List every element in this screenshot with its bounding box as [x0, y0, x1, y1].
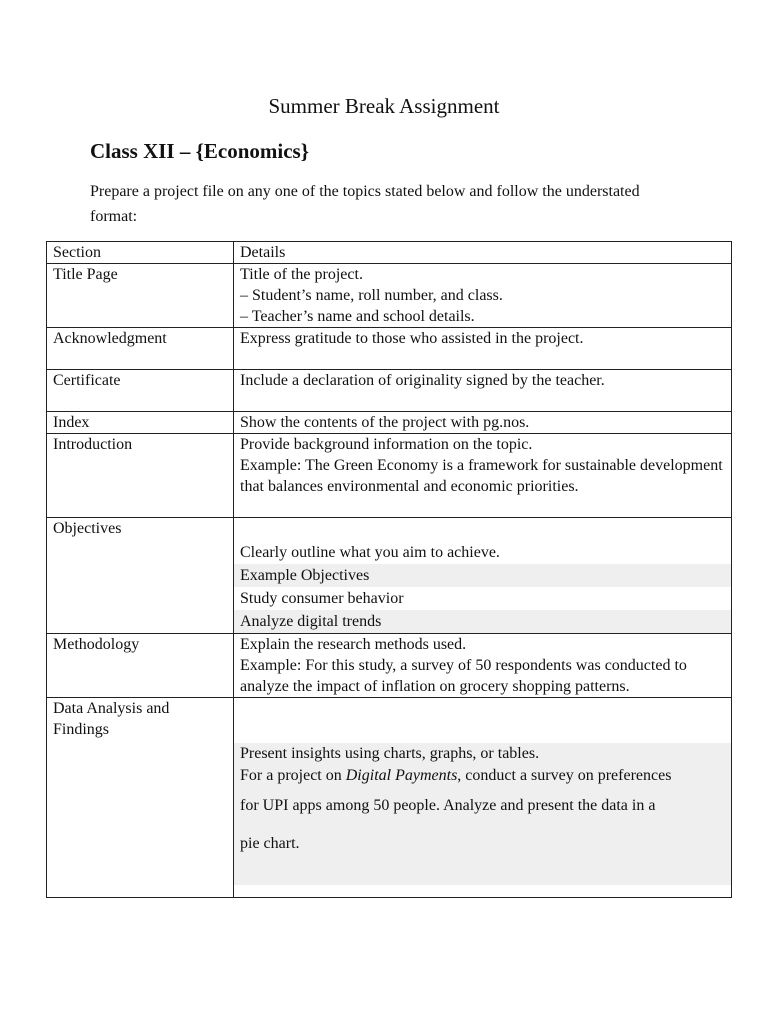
details-cell [234, 634, 732, 698]
section-cell: Objectives [47, 518, 234, 634]
header-section: Section [47, 242, 234, 264]
detail-line [240, 765, 725, 787]
table-row-data-analysis [47, 698, 732, 898]
table-row-objectives [47, 518, 732, 634]
details-cell [234, 412, 732, 434]
topic-emphasis: Digital Payments [345, 767, 458, 784]
document-title: Summer Break Assignment [268, 94, 500, 118]
class-heading: Class XII – {Economics} [90, 139, 309, 163]
section-cell: Data Analysis and Findings [47, 698, 234, 898]
details-cell [234, 518, 732, 634]
detail-line: Study consumer behavior [240, 590, 404, 607]
detail-line: pie chart. [240, 835, 300, 852]
table-header-row [47, 242, 732, 264]
detail-line: Present insights using charts, graphs, or tables. [240, 745, 540, 762]
detail-line: Show the contents of the project with pg.nos. [240, 414, 530, 431]
detail-line: Example Objectives [234, 564, 731, 587]
table-row-introduction [47, 434, 732, 518]
section-cell: Title Page [47, 264, 234, 328]
detail-line: Include a declaration of originality signed by the teacher. [240, 372, 605, 389]
intro-paragraph: Prepare a project file on any one of the topics stated below and follow the understated format: [90, 183, 640, 225]
detail-line: Example: For this study, a survey of 50 respondents was conducted to analyze the impact of inflation on grocery shopping patterns. [240, 657, 687, 695]
section-cell: Methodology [47, 634, 234, 698]
detail-line: Explain the research methods used. [240, 636, 467, 653]
section-cell: Index [47, 412, 234, 434]
detail-line: – Student’s name, roll number, and class. [240, 287, 503, 304]
detail-line: Provide background information on the topic. [240, 436, 533, 453]
details-cell [234, 698, 732, 898]
detail-line: Analyze digital trends [234, 610, 731, 633]
details-cell [234, 370, 732, 412]
detail-line: for UPI apps among 50 people. Analyze and present the data in a [240, 797, 656, 814]
detail-text: For a project on [240, 767, 346, 784]
table-row-index [47, 412, 732, 434]
detail-line: Title of the project. [240, 266, 363, 283]
details-cell [234, 328, 732, 370]
detail-text: , conduct a survey on preferences [457, 767, 672, 784]
table-row-acknowledgment [47, 328, 732, 370]
table-row-methodology [47, 634, 732, 698]
detail-line: – Teacher’s name and school details. [240, 308, 475, 325]
section-cell: Introduction [47, 434, 234, 518]
details-cell [234, 264, 732, 328]
data-analysis-block [234, 743, 731, 885]
details-cell [234, 434, 732, 518]
detail-line: Clearly outline what you aim to achieve. [240, 544, 500, 561]
header-details: Details [234, 242, 732, 264]
detail-line: Express gratitude to those who assisted in the project. [240, 330, 584, 347]
section-cell: Acknowledgment [47, 328, 234, 370]
project-format-table [46, 241, 732, 898]
section-cell: Certificate [47, 370, 234, 412]
table-row-title-page [47, 264, 732, 328]
table-row-certificate [47, 370, 732, 412]
detail-line: Example: The Green Economy is a framework for sustainable development that balances environmental and economic priorities. [240, 457, 723, 495]
